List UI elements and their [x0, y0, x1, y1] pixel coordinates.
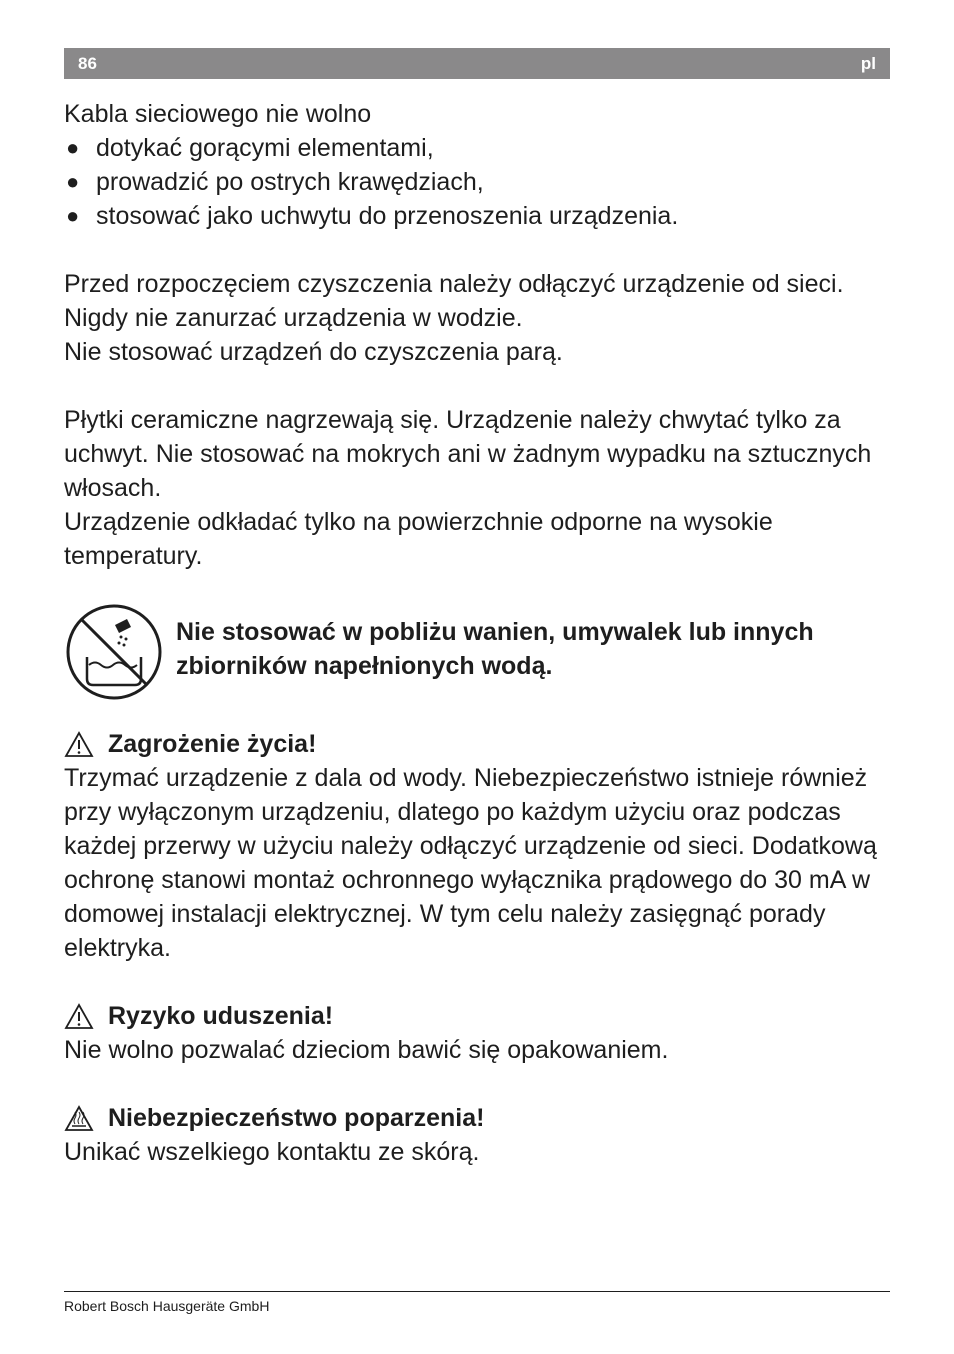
footer-company: Robert Bosch Hausgeräte GmbH — [64, 1298, 270, 1314]
no-bath-icon — [65, 603, 163, 701]
language-code: pl — [860, 54, 876, 73]
list-item: ● stosować jako uchwytu do przenoszenia urządzenia. — [66, 202, 679, 230]
plates-paragraph: Urządzenie odkładać tylko na powierzchnie odporne na wysokie temperatury. — [64, 508, 773, 570]
page-number: 86 — [78, 54, 97, 73]
plates-paragraph: Płytki ceramiczne nagrzewają się. Urządzenie należy chwytać tylko za uchwyt. Nie stosować na mokrych ani w żadnym wypadku na sztucznych włosach. — [64, 406, 872, 502]
burn-heading: Niebezpieczeństwo poparzenia! — [64, 1101, 890, 1135]
cable-intro: Kabla sieciowego nie wolno — [64, 100, 372, 128]
danger-life-heading: Zagrożenie życia! — [64, 727, 890, 761]
suffocation-text: Nie wolno pozwalać dzieciom bawić się opakowaniem. — [64, 1036, 669, 1064]
main-content — [64, 97, 890, 1169]
list-item: ● dotykać gorącymi elementami, — [66, 134, 434, 162]
water-warning — [64, 607, 890, 707]
warning-triangle-icon — [64, 1003, 94, 1030]
list-item: ● prowadzić po ostrych krawędziach, — [66, 168, 484, 196]
warning-triangle-icon — [64, 731, 94, 758]
cleaning-line: Przed rozpoczęciem czyszczenia należy odłączyć urządzenie od sieci. — [64, 270, 844, 298]
page-header-bar — [64, 48, 890, 79]
cleaning-line: Nigdy nie zanurzać urządzenia w wodzie. — [64, 304, 523, 332]
burn-text: Unikać wszelkiego kontaktu ze skórą. — [64, 1138, 480, 1166]
danger-life-text: Trzymać urządzenie z dala od wody. Niebezpieczeństwo istnieje również przy wyłączonym urządzeniu, dlatego po każdym użyciu oraz podczas każdej przerwy w użyciu należy odłączyć urządzenie od sieci. Dodatkową ochronę stanowi montaż ochronnego wyłącznika prądowego do 30 mA w domowej instalacji elektrycznej. W tym celu należy zasięgnąć porady elektryka. — [64, 764, 877, 962]
hot-surface-warning-icon — [64, 1105, 94, 1132]
suffocation-heading: Ryzyko uduszenia! — [64, 999, 890, 1033]
cleaning-line: Nie stosować urządzeń do czyszczenia parą. — [64, 338, 563, 366]
cable-list — [64, 131, 890, 233]
footer-divider — [64, 1291, 890, 1292]
water-warning-text: Nie stosować w pobliżu wanien, umywalek lub innych zbiorników napełnionych wodą. — [176, 618, 814, 680]
